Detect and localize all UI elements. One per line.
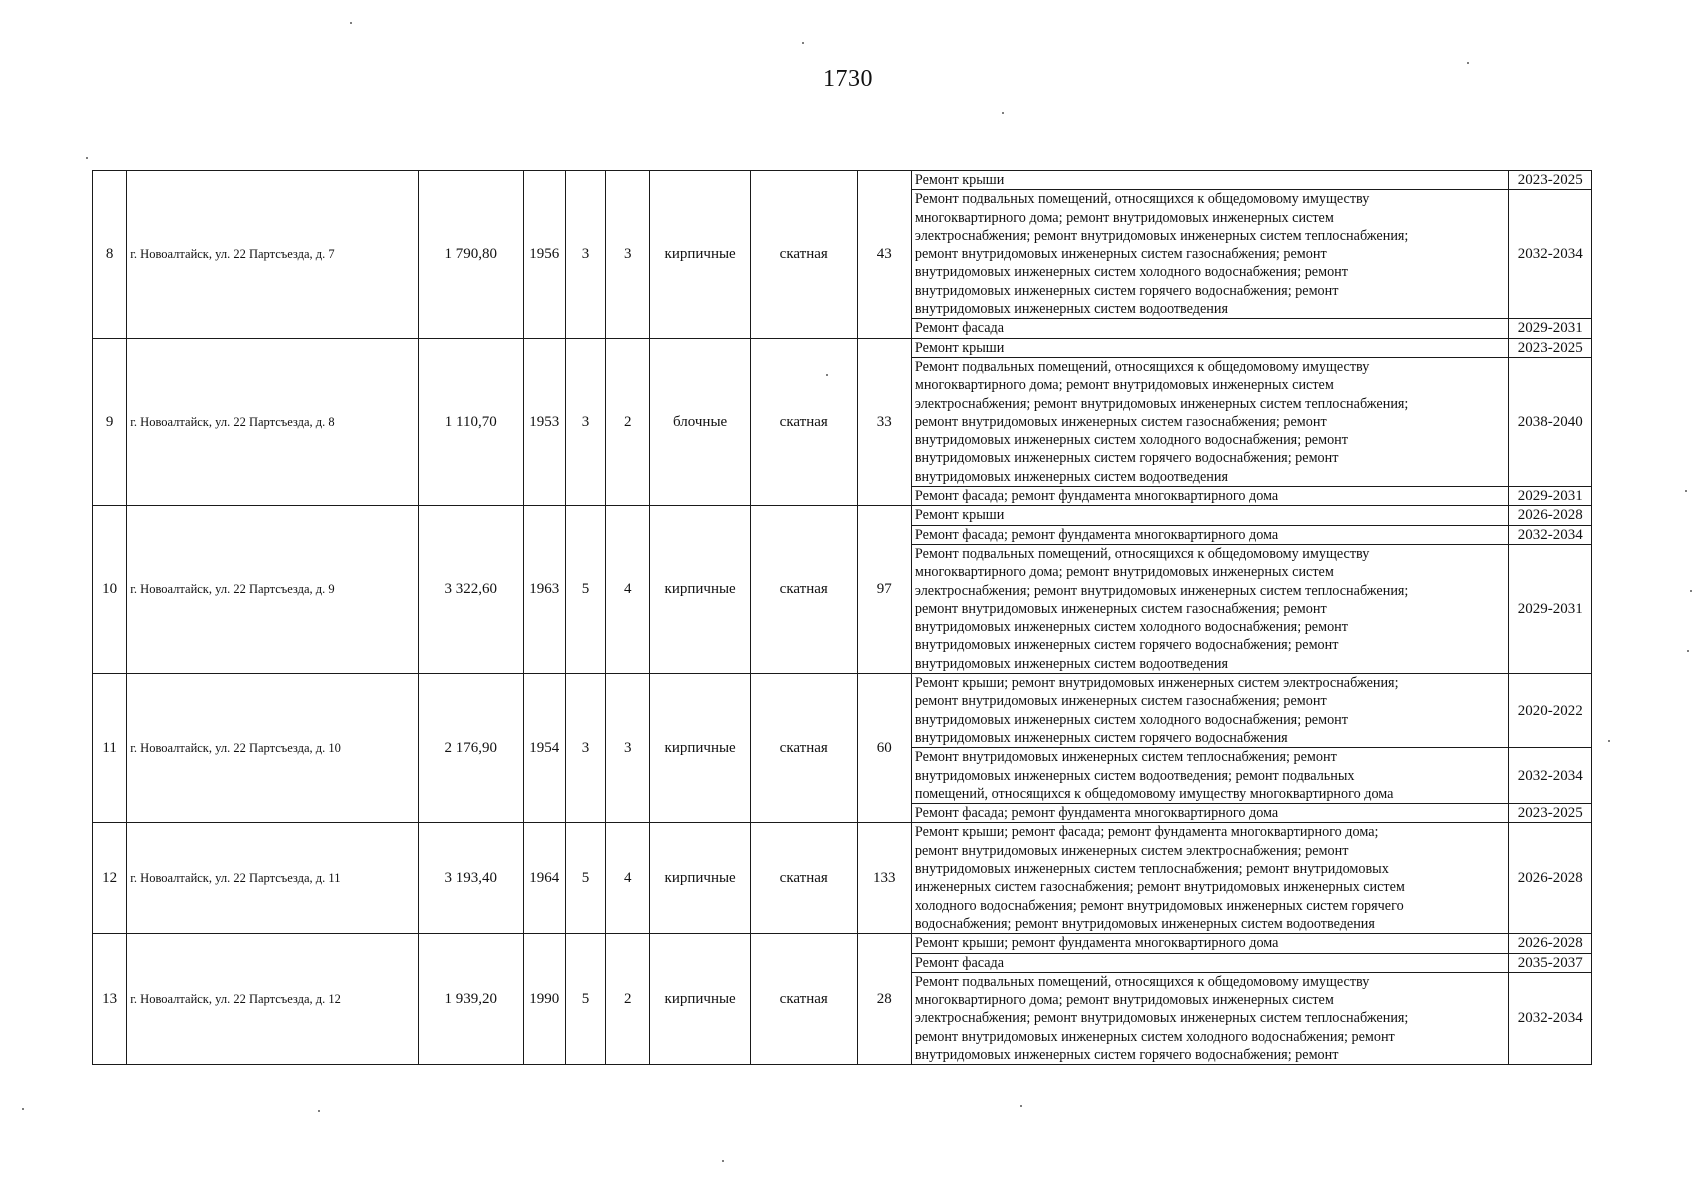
year-built-cell: 1964 bbox=[523, 823, 565, 934]
wall-material-cell: кирпичные bbox=[650, 823, 751, 934]
repair-works-line: помещений, относящихся к общедомовому имуществу многоквартирного дома bbox=[914, 785, 1394, 802]
repair-works-cell bbox=[911, 319, 1509, 338]
repair-works-line: Ремонт фасада; ремонт фундамента многоквартирного дома bbox=[914, 488, 1279, 505]
repair-works-cell bbox=[911, 823, 1509, 934]
table-row bbox=[93, 171, 1592, 190]
repair-works-line: внутридомовых инженерных систем холодного водоснабжения; ремонт bbox=[914, 432, 1348, 449]
repair-period-cell: 2029-2031 bbox=[1509, 319, 1592, 338]
repair-works-line: ремонт внутридомовых инженерных систем газоснабжения; ремонт bbox=[914, 693, 1327, 710]
wall-material-cell: блочные bbox=[650, 338, 751, 506]
repair-works-cell bbox=[911, 674, 1509, 748]
repair-works-cell bbox=[911, 487, 1509, 506]
residents-cell: 43 bbox=[857, 171, 911, 339]
repair-works-line: внутридомовых инженерных систем горячего водоснабжения; ремонт bbox=[914, 637, 1339, 654]
repair-period-cell: 2038-2040 bbox=[1509, 357, 1592, 486]
entrances-cell: 3 bbox=[606, 171, 650, 339]
repair-works-line: ремонт внутридомовых инженерных систем газоснабжения; ремонт bbox=[914, 413, 1327, 430]
year-built-cell: 1954 bbox=[523, 674, 565, 823]
roof-type-cell: скатная bbox=[750, 823, 857, 934]
year-built-cell: 1953 bbox=[523, 338, 565, 506]
repair-works-cell bbox=[911, 506, 1509, 525]
housing-repair-table bbox=[92, 170, 1592, 1065]
repair-works-line: внутридомовых инженерных систем водоотведения bbox=[914, 655, 1229, 672]
floors-cell: 5 bbox=[565, 506, 605, 674]
row-number: 13 bbox=[93, 934, 127, 1065]
repair-works-line: Ремонт крыши bbox=[914, 507, 1005, 524]
address-cell: г. Новоалтайск, ул. 22 Партсъезда, д. 9 bbox=[127, 506, 419, 674]
repair-works-line: внутридомовых инженерных систем горячего водоснабжения; ремонт bbox=[914, 450, 1339, 467]
table-row bbox=[93, 674, 1592, 748]
row-number: 11 bbox=[93, 674, 127, 823]
entrances-cell: 4 bbox=[606, 506, 650, 674]
repair-works-line: ремонт внутридомовых инженерных систем газоснабжения; ремонт bbox=[914, 600, 1327, 617]
repair-works-line: внутридомовых инженерных систем холодного водоснабжения; ремонт bbox=[914, 264, 1348, 281]
repair-works-line: многоквартирного дома; ремонт внутридомовых инженерных систем bbox=[914, 377, 1334, 394]
wall-material-cell: кирпичные bbox=[650, 674, 751, 823]
repair-works-cell bbox=[911, 190, 1509, 319]
repair-period-cell: 2032-2034 bbox=[1509, 972, 1592, 1065]
table-row bbox=[93, 338, 1592, 357]
repair-works-line: Ремонт подвальных помещений, относящихся к общедомовому имуществу bbox=[914, 545, 1370, 562]
table-row bbox=[93, 934, 1592, 953]
area-cell: 3 193,40 bbox=[418, 823, 523, 934]
floors-cell: 5 bbox=[565, 823, 605, 934]
repair-works-cell bbox=[911, 357, 1509, 486]
floors-cell: 3 bbox=[565, 171, 605, 339]
repair-works-line: многоквартирного дома; ремонт внутридомовых инженерных систем bbox=[914, 564, 1334, 581]
repair-works-cell bbox=[911, 934, 1509, 953]
repair-works-line: Ремонт крыши; ремонт фасада; ремонт фундамента многоквартирного дома; bbox=[914, 824, 1379, 841]
repair-works-line: внутридомовых инженерных систем теплоснабжения; ремонт внутридомовых bbox=[914, 861, 1389, 878]
year-built-cell: 1963 bbox=[523, 506, 565, 674]
repair-works-line: Ремонт подвальных помещений, относящихся к общедомовому имуществу bbox=[914, 973, 1370, 990]
row-number: 12 bbox=[93, 823, 127, 934]
entrances-cell: 3 bbox=[606, 674, 650, 823]
wall-material-cell: кирпичные bbox=[650, 171, 751, 339]
floors-cell: 3 bbox=[565, 674, 605, 823]
repair-works-line: внутридомовых инженерных систем горячего водоснабжения; ремонт bbox=[914, 1047, 1339, 1064]
wall-material-cell: кирпичные bbox=[650, 506, 751, 674]
repair-works-line: внутридомовых инженерных систем холодного водоснабжения; ремонт bbox=[914, 711, 1348, 728]
repair-works-line: ремонт внутридомовых инженерных систем электроснабжения; ремонт bbox=[914, 842, 1349, 859]
repair-works-line: электроснабжения; ремонт внутридомовых инженерных систем теплоснабжения; bbox=[914, 395, 1409, 412]
entrances-cell: 2 bbox=[606, 338, 650, 506]
repair-works-line: Ремонт фасада bbox=[914, 954, 1005, 971]
repair-works-cell bbox=[911, 748, 1509, 804]
repair-period-cell: 2020-2022 bbox=[1509, 674, 1592, 748]
address-cell: г. Новоалтайск, ул. 22 Партсъезда, д. 12 bbox=[127, 934, 419, 1065]
repair-works-cell bbox=[911, 171, 1509, 190]
repair-period-cell: 2029-2031 bbox=[1509, 487, 1592, 506]
repair-works-cell bbox=[911, 972, 1509, 1065]
repair-works-cell bbox=[911, 544, 1509, 673]
area-cell: 2 176,90 bbox=[418, 674, 523, 823]
repair-period-cell: 2029-2031 bbox=[1509, 544, 1592, 673]
repair-works-line: многоквартирного дома; ремонт внутридомовых инженерных систем bbox=[914, 209, 1334, 226]
residents-cell: 133 bbox=[857, 823, 911, 934]
address-cell: г. Новоалтайск, ул. 22 Партсъезда, д. 8 bbox=[127, 338, 419, 506]
repair-works-line: электроснабжения; ремонт внутридомовых инженерных систем теплоснабжения; bbox=[914, 1010, 1409, 1027]
residents-cell: 97 bbox=[857, 506, 911, 674]
repair-works-line: электроснабжения; ремонт внутридомовых инженерных систем теплоснабжения; bbox=[914, 227, 1409, 244]
repair-works-line: Ремонт подвальных помещений, относящихся к общедомовому имуществу bbox=[914, 358, 1370, 375]
repair-works-line: Ремонт фасада bbox=[914, 320, 1005, 337]
residents-cell: 60 bbox=[857, 674, 911, 823]
repair-period-cell: 2032-2034 bbox=[1509, 748, 1592, 804]
repair-works-line: инженерных систем газоснабжения; ремонт внутридомовых инженерных систем bbox=[914, 879, 1405, 896]
area-cell: 3 322,60 bbox=[418, 506, 523, 674]
repair-period-cell: 2035-2037 bbox=[1509, 953, 1592, 972]
area-cell: 1 939,20 bbox=[418, 934, 523, 1065]
table-row bbox=[93, 823, 1592, 934]
year-built-cell: 1990 bbox=[523, 934, 565, 1065]
repair-works-line: внутридомовых инженерных систем горячего водоснабжения bbox=[914, 729, 1288, 746]
year-built-cell: 1956 bbox=[523, 171, 565, 339]
repair-works-line: ремонт внутридомовых инженерных систем газоснабжения; ремонт bbox=[914, 246, 1327, 263]
repair-works-line: Ремонт фасада; ремонт фундамента многоквартирного дома bbox=[914, 526, 1279, 543]
repair-works-line: водоснабжения; ремонт внутридомовых инженерных систем водоотведения bbox=[914, 915, 1375, 932]
repair-period-cell: 2026-2028 bbox=[1509, 934, 1592, 953]
row-number: 10 bbox=[93, 506, 127, 674]
repair-works-cell bbox=[911, 953, 1509, 972]
repair-works-line: ремонт внутридомовых инженерных систем холодного водоснабжения; ремонт bbox=[914, 1028, 1395, 1045]
repair-period-cell: 2026-2028 bbox=[1509, 823, 1592, 934]
area-cell: 1 110,70 bbox=[418, 338, 523, 506]
repair-works-cell bbox=[911, 525, 1509, 544]
address-cell: г. Новоалтайск, ул. 22 Партсъезда, д. 10 bbox=[127, 674, 419, 823]
repair-period-cell: 2032-2034 bbox=[1509, 190, 1592, 319]
area-cell: 1 790,80 bbox=[418, 171, 523, 339]
row-number: 9 bbox=[93, 338, 127, 506]
repair-works-line: электроснабжения; ремонт внутридомовых инженерных систем теплоснабжения; bbox=[914, 582, 1409, 599]
roof-type-cell: скатная bbox=[750, 338, 857, 506]
residents-cell: 33 bbox=[857, 338, 911, 506]
repair-works-line: Ремонт крыши; ремонт внутридомовых инженерных систем электроснабжения; bbox=[914, 675, 1399, 692]
repair-works-cell bbox=[911, 338, 1509, 357]
row-number: 8 bbox=[93, 171, 127, 339]
roof-type-cell: скатная bbox=[750, 506, 857, 674]
repair-works-line: Ремонт крыши bbox=[914, 172, 1005, 188]
repair-works-line: внутридомовых инженерных систем горячего водоснабжения; ремонт bbox=[914, 282, 1339, 299]
repair-works-line: Ремонт фасада; ремонт фундамента многоквартирного дома bbox=[914, 805, 1279, 822]
repair-works-line: Ремонт крыши; ремонт фундамента многоквартирного дома bbox=[914, 935, 1279, 952]
entrances-cell: 4 bbox=[606, 823, 650, 934]
address-cell: г. Новоалтайск, ул. 22 Партсъезда, д. 11 bbox=[127, 823, 419, 934]
page-number: 1730 bbox=[823, 66, 873, 92]
wall-material-cell: кирпичные bbox=[650, 934, 751, 1065]
repair-works-line: холодного водоснабжения; ремонт внутридомовых инженерных систем горячего bbox=[914, 897, 1404, 914]
repair-works-line: внутридомовых инженерных систем водоотведения bbox=[914, 468, 1229, 485]
repair-works-line: внутридомовых инженерных систем холодного водоснабжения; ремонт bbox=[914, 619, 1348, 636]
roof-type-cell: скатная bbox=[750, 674, 857, 823]
repair-works-line: многоквартирного дома; ремонт внутридомовых инженерных систем bbox=[914, 992, 1334, 1009]
repair-period-cell: 2023-2025 bbox=[1509, 804, 1592, 823]
roof-type-cell: скатная bbox=[750, 171, 857, 339]
floors-cell: 5 bbox=[565, 934, 605, 1065]
floors-cell: 3 bbox=[565, 338, 605, 506]
repair-works-line: Ремонт внутридомовых инженерных систем теплоснабжения; ремонт bbox=[914, 749, 1337, 766]
repair-works-line: Ремонт подвальных помещений, относящихся к общедомовому имуществу bbox=[914, 191, 1370, 208]
repair-works-cell bbox=[911, 804, 1509, 823]
entrances-cell: 2 bbox=[606, 934, 650, 1065]
repair-works-line: внутридомовых инженерных систем водоотведения bbox=[914, 301, 1229, 318]
repair-period-cell: 2023-2025 bbox=[1509, 338, 1592, 357]
table-row bbox=[93, 506, 1592, 525]
repair-period-cell: 2026-2028 bbox=[1509, 506, 1592, 525]
repair-works-line: Ремонт крыши bbox=[914, 339, 1005, 356]
repair-period-cell: 2023-2025 bbox=[1509, 171, 1592, 190]
residents-cell: 28 bbox=[857, 934, 911, 1065]
repair-period-cell: 2032-2034 bbox=[1509, 525, 1592, 544]
address-cell: г. Новоалтайск, ул. 22 Партсъезда, д. 7 bbox=[127, 171, 419, 339]
repair-works-line: внутридомовых инженерных систем водоотведения; ремонт подвальных bbox=[914, 767, 1355, 784]
roof-type-cell: скатная bbox=[750, 934, 857, 1065]
